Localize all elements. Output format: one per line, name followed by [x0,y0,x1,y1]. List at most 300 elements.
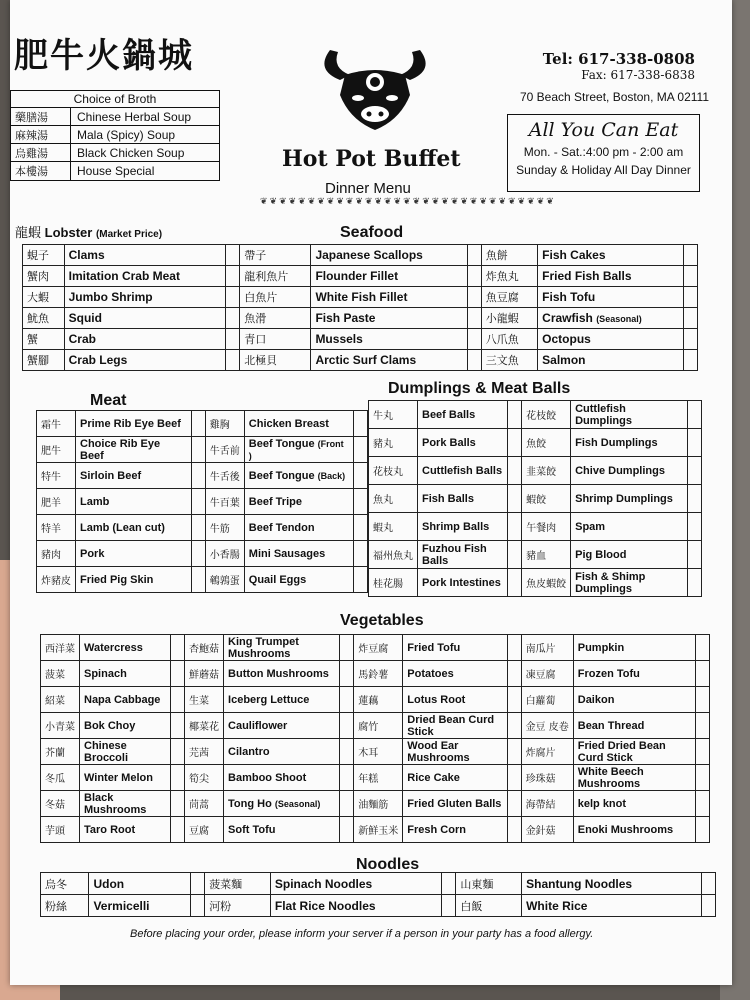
order-checkbox[interactable] [508,401,522,429]
item-label: Spam [575,520,606,533]
item-english-name [311,266,467,287]
item-english-name [538,266,684,287]
item-chinese-name: 蝦餃 [522,485,571,513]
table-row [41,687,710,713]
item-english-name [224,635,340,661]
item-chinese-name: 金豆 皮卷 [521,713,573,739]
order-checkbox[interactable] [467,350,481,371]
order-checkbox[interactable] [688,401,702,429]
section-title-vegetables: Vegetables [340,612,424,629]
table-row [369,485,702,513]
item-label: Crawfish [542,311,593,325]
order-checkbox[interactable] [507,817,521,843]
item-chinese-name: 炸魚丸 [481,266,537,287]
item-chinese-name: 牛舌後 [205,463,244,489]
broth-cn: 麻辣湯 [11,126,71,143]
item-chinese-name: 魚皮蝦餃 [522,569,571,597]
item-english-name [403,635,507,661]
item-english-name [64,287,226,308]
table-row [41,765,710,791]
item-english-name [573,739,695,765]
table-row [41,661,710,687]
item-chinese-name: 魚滑 [240,308,311,329]
item-label: Button Mushrooms [228,667,329,680]
item-english-name [64,308,226,329]
seafood-table [22,244,698,371]
order-checkbox[interactable] [696,713,710,739]
item-chinese-name: 小龍蝦 [481,308,537,329]
order-checkbox[interactable] [191,489,205,515]
noodles-table [40,872,716,917]
contact-block [520,50,695,82]
item-label: White Fish Fillet [315,290,408,304]
item-english-name [418,513,508,541]
broth-row [11,162,219,180]
item-english-name [403,661,507,687]
item-english-name [244,463,353,489]
order-checkbox[interactable] [340,739,354,765]
order-checkbox[interactable] [354,463,368,489]
item-english-name [80,635,171,661]
item-chinese-name: 杏鮑菇 [185,635,224,661]
item-english-name [311,245,467,266]
item-english-name [571,569,688,597]
broth-table [10,90,220,181]
ayce-title: All You Can Eat [528,119,679,141]
item-chinese-name: 龍利魚片 [240,266,311,287]
order-checkbox[interactable] [354,411,368,437]
table-row [41,873,716,895]
order-checkbox[interactable] [171,713,185,739]
item-english-name [244,515,353,541]
order-checkbox[interactable] [191,411,205,437]
table-row [37,515,368,541]
item-english-name [244,489,353,515]
item-english-name [80,791,171,817]
item-chinese-name: 鵪鶉蛋 [205,567,244,593]
item-label: Lotus Root [407,693,466,706]
item-label: Fried Gluten Balls [407,797,502,810]
order-checkbox[interactable] [226,266,240,287]
item-english-name [64,245,226,266]
item-note: (Front ) [248,438,344,461]
order-checkbox[interactable] [688,541,702,569]
order-checkbox[interactable] [684,245,698,266]
item-chinese-name: 蟹肉 [23,266,65,287]
item-label: White Rice [526,898,588,913]
order-checkbox[interactable] [508,429,522,457]
order-checkbox[interactable] [696,687,710,713]
item-english-name [573,713,695,739]
item-label: Cilantro [228,745,270,758]
item-label: Fuzhou Fish Balls [422,542,487,567]
item-english-name [403,817,507,843]
order-checkbox[interactable] [467,266,481,287]
table-row [37,437,368,463]
item-english-name [244,437,353,463]
order-checkbox[interactable] [508,541,522,569]
order-checkbox[interactable] [340,817,354,843]
item-chinese-name: 冬菇 [41,791,80,817]
item-chinese-name: 福州魚丸 [369,541,418,569]
order-checkbox[interactable] [702,873,716,895]
menu-sheet [10,0,732,985]
allergy-notice: Before placing your order, please inform your server if a person in your party has a food allergy. [130,928,594,940]
order-checkbox[interactable] [442,873,456,895]
item-chinese-name: 木耳 [354,739,403,765]
item-label: Taro Root [84,823,136,836]
item-chinese-name: 西洋菜 [41,635,80,661]
order-checkbox[interactable] [191,463,205,489]
item-label: Dried Bean Curd Stick [407,713,495,738]
section-title-meat: Meat [90,392,127,409]
table-row [37,567,368,593]
order-checkbox[interactable] [226,350,240,371]
item-english-name [403,765,507,791]
item-english-name [224,791,340,817]
item-label: Flat Rice Noodles [274,898,376,913]
order-checkbox[interactable] [507,713,521,739]
order-checkbox[interactable] [354,437,368,463]
order-checkbox[interactable] [171,817,185,843]
item-chinese-name: 肥羊 [37,489,76,515]
order-checkbox[interactable] [467,329,481,350]
item-chinese-name: 椰菜花 [185,713,224,739]
item-english-name [270,895,442,917]
order-checkbox[interactable] [467,308,481,329]
item-english-name [571,485,688,513]
item-english-name [80,713,171,739]
item-english-name [89,873,191,895]
order-checkbox[interactable] [688,457,702,485]
item-label: Pumpkin [577,641,625,654]
order-checkbox[interactable] [171,739,185,765]
order-checkbox[interactable] [171,765,185,791]
order-checkbox[interactable] [226,245,240,266]
section-title-noodles: Noodles [356,856,420,873]
table-row [41,895,716,917]
order-checkbox[interactable] [696,635,710,661]
item-chinese-name: 炸腐片 [521,739,573,765]
item-label: Rice Cake [407,771,460,784]
item-english-name [571,457,688,485]
order-checkbox[interactable] [442,895,456,917]
item-english-name [538,350,684,371]
item-label: Fish Balls [422,492,474,505]
broth-en: Chinese Herbal Soup [77,109,192,124]
order-checkbox[interactable] [467,245,481,266]
table-row [369,569,702,597]
order-checkbox[interactable] [354,567,368,593]
item-english-name [418,569,508,597]
chinese-restaurant-name: 肥牛火鍋城 [14,36,194,76]
item-english-name [76,489,192,515]
item-label: Fried Tofu [407,641,461,654]
item-english-name [76,541,192,567]
item-english-name [80,817,171,843]
item-label: Potatoes [407,667,454,680]
table-row [369,401,702,429]
item-chinese-name: 山東麵 [456,873,522,895]
table-row [369,457,702,485]
order-checkbox[interactable] [191,437,205,463]
item-label: Imitation Crab Meat [68,269,180,283]
item-label: Beef Tripe [248,495,302,508]
item-english-name [76,463,192,489]
item-english-name [80,687,171,713]
order-checkbox[interactable] [340,791,354,817]
item-english-name [571,401,688,429]
order-checkbox[interactable] [508,569,522,597]
table-row [41,739,710,765]
item-chinese-name: 小香腸 [205,541,244,567]
decorative-divider: ❦❦❦❦❦❦❦❦❦❦❦❦❦❦❦❦❦❦❦❦❦❦❦❦❦❦❦❦❦❦❦ [260,196,556,206]
order-checkbox[interactable] [508,513,522,541]
item-label: Pork [80,547,105,560]
order-checkbox[interactable] [684,350,698,371]
fax: Fax: 617-338-6838 [581,68,695,82]
item-label: Choice Rib Eye Beef [80,437,161,462]
item-label: Bean Thread [577,719,645,732]
item-chinese-name: 菠菜 [41,661,80,687]
order-checkbox[interactable] [684,266,698,287]
table-row [37,463,368,489]
item-english-name [270,873,442,895]
item-chinese-name: 蜆子 [23,245,65,266]
item-label: Mussels [315,332,363,346]
hours-weekday: Mon. - Sat.:4:00 pm - 2:00 am [523,145,684,159]
item-chinese-name: 魚餅 [481,245,537,266]
item-label: Wood Ear Mushrooms [407,739,470,764]
item-label: Daikon [577,693,615,706]
order-checkbox[interactable] [340,687,354,713]
item-chinese-name: 白飯 [456,895,522,917]
order-checkbox[interactable] [688,485,702,513]
order-checkbox[interactable] [696,765,710,791]
section-title-seafood: Seafood [340,224,404,241]
item-chinese-name: 河粉 [205,895,271,917]
item-label: Frozen Tofu [577,667,640,680]
order-checkbox[interactable] [507,687,521,713]
broth-en: House Special [77,164,155,178]
item-chinese-name: 油麵筋 [354,791,403,817]
order-checkbox[interactable] [508,485,522,513]
order-checkbox[interactable] [684,287,698,308]
item-label: Chicken Breast [248,417,329,430]
order-checkbox[interactable] [688,513,702,541]
order-checkbox[interactable] [191,567,205,593]
broth-title: Choice of Broth [11,91,219,108]
address: 70 Beach Street, Boston, MA 02111 [520,90,710,104]
item-chinese-name: 珍珠菇 [521,765,573,791]
broth-cn: 本樓湯 [11,162,71,180]
order-checkbox[interactable] [507,661,521,687]
order-checkbox[interactable] [354,515,368,541]
order-checkbox[interactable] [226,329,240,350]
item-chinese-name: 南瓜片 [521,635,573,661]
item-chinese-name: 金針菇 [521,817,573,843]
order-checkbox[interactable] [340,765,354,791]
order-checkbox[interactable] [226,308,240,329]
item-label: Fish Paste [315,311,376,325]
order-checkbox[interactable] [191,541,205,567]
order-checkbox[interactable] [688,569,702,597]
item-english-name [311,308,467,329]
item-label: kelp knot [577,797,627,810]
item-chinese-name: 魚豆腐 [481,287,537,308]
table-row [23,245,698,266]
table-row [41,713,710,739]
item-chinese-name: 蓮藕 [354,687,403,713]
broth-row [11,126,219,144]
hours-weekend: Sunday & Holiday All Day Dinner [516,163,691,177]
order-checkbox[interactable] [507,791,521,817]
item-english-name [571,513,688,541]
item-chinese-name: 菠菜麵 [205,873,271,895]
item-chinese-name: 芋頭 [41,817,80,843]
item-chinese-name: 花枝丸 [369,457,418,485]
order-checkbox[interactable] [354,541,368,567]
item-chinese-name: 雞胸 [205,411,244,437]
lobster-cn: 龍蝦 [15,226,42,241]
item-chinese-name: 八爪魚 [481,329,537,350]
order-checkbox[interactable] [696,661,710,687]
item-english-name [89,895,191,917]
item-label: Winter Melon [84,771,153,784]
item-chinese-name: 小青菜 [41,713,80,739]
item-chinese-name: 筍尖 [185,765,224,791]
order-checkbox[interactable] [507,635,521,661]
order-checkbox[interactable] [684,329,698,350]
item-english-name [80,765,171,791]
order-checkbox[interactable] [688,429,702,457]
order-checkbox[interactable] [696,817,710,843]
order-checkbox[interactable] [191,515,205,541]
item-english-name [311,350,467,371]
item-english-name [418,429,508,457]
item-english-name [64,350,226,371]
order-checkbox[interactable] [171,791,185,817]
item-english-name [573,791,695,817]
table-row [23,308,698,329]
item-label: Napa Cabbage [84,693,161,706]
item-chinese-name: 馬鈴薯 [354,661,403,687]
item-label: Quail Eggs [248,573,307,586]
table-row [369,513,702,541]
item-label: Pork Intestines [422,576,501,589]
item-english-name [76,437,192,463]
order-checkbox[interactable] [340,661,354,687]
item-label: Watercress [84,641,143,654]
item-english-name [573,661,695,687]
item-english-name [224,661,340,687]
order-checkbox[interactable] [507,739,521,765]
broth-cn: 藥膳湯 [11,108,71,125]
item-chinese-name: 帶子 [240,245,311,266]
broth-cn: 烏雞湯 [11,144,71,161]
item-label: Beef Tongue [248,469,315,482]
order-checkbox[interactable] [340,713,354,739]
item-english-name [244,567,353,593]
item-chinese-name: 青口 [240,329,311,350]
order-checkbox[interactable] [696,791,710,817]
table-row [23,266,698,287]
item-label: Cauliflower [228,719,288,732]
item-chinese-name: 桂花腸 [369,569,418,597]
item-chinese-name: 豬血 [522,541,571,569]
order-checkbox[interactable] [702,895,716,917]
item-label: Beef Tongue [248,437,315,450]
item-chinese-name: 大蝦 [23,287,65,308]
order-checkbox[interactable] [171,635,185,661]
item-chinese-name: 冬瓜 [41,765,80,791]
item-label: Fried Fish Balls [542,269,632,283]
lobster-line [15,222,162,241]
order-checkbox[interactable] [354,489,368,515]
order-checkbox[interactable] [171,687,185,713]
order-checkbox[interactable] [340,635,354,661]
item-chinese-name: 凍豆腐 [521,661,573,687]
item-chinese-name: 粉絲 [41,895,89,917]
item-chinese-name: 生菜 [185,687,224,713]
item-english-name [403,791,507,817]
order-checkbox[interactable] [191,873,205,895]
item-english-name [311,287,467,308]
table-row [37,411,368,437]
item-chinese-name: 鮮蘑菇 [185,661,224,687]
item-label: Cuttlefish Dumplings [575,402,632,427]
order-checkbox[interactable] [696,739,710,765]
section-title-dumplings: Dumplings & Meat Balls [388,380,571,397]
item-label: White Beech Mushrooms [577,765,644,790]
item-label: Spinach Noodles [274,876,373,891]
item-chinese-name: 韭菜餃 [522,457,571,485]
item-chinese-name: 豬丸 [369,429,418,457]
item-label: Shantung Noodles [526,876,633,891]
item-english-name [244,411,353,437]
order-checkbox[interactable] [226,287,240,308]
item-english-name [573,765,695,791]
item-label: Bamboo Shoot [228,771,307,784]
item-label: King Trumpet Mushrooms [228,635,299,660]
item-label: Beef Tendon [248,521,315,534]
order-checkbox[interactable] [684,308,698,329]
table-row [369,541,702,569]
item-label: Chive Dumplings [575,464,665,477]
order-checkbox[interactable] [171,661,185,687]
item-note: (Seasonal) [596,314,642,324]
order-checkbox[interactable] [191,895,205,917]
item-label: Fried Dried Bean Curd Stick [577,739,666,764]
item-chinese-name: 芥蘭 [41,739,80,765]
table-row [23,287,698,308]
item-english-name [64,266,226,287]
item-label: Lamb [80,495,110,508]
item-label: Mini Sausages [248,547,326,560]
order-checkbox[interactable] [508,457,522,485]
item-chinese-name: 白蘿蔔 [521,687,573,713]
item-chinese-name: 特羊 [37,515,76,541]
item-chinese-name: 海帶結 [521,791,573,817]
order-checkbox[interactable] [507,765,521,791]
item-label: Prime Rib Eye Beef [80,417,181,430]
item-chinese-name: 芫茜 [185,739,224,765]
item-chinese-name: 魷魚 [23,308,65,329]
order-checkbox[interactable] [467,287,481,308]
item-chinese-name: 午餐肉 [522,513,571,541]
item-label: Fish & Shimp Dumplings [575,570,646,595]
item-label: Bok Choy [84,719,136,732]
